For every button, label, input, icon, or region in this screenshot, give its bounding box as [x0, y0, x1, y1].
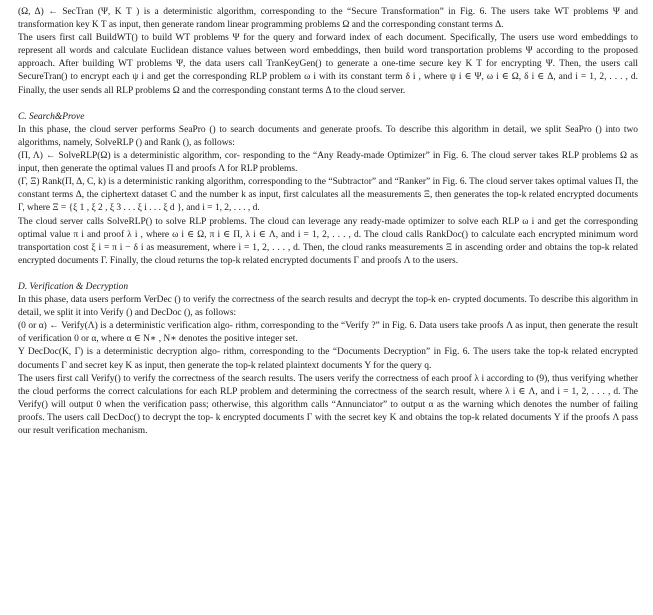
verification-procedure-paragraph: The users first call Verify() to verify the correctness of the search results. The users verify the correctness of each proof λ i according to (9), thus verifying whether the cloud performs the correct calculations for each RLP problem and determining the correctness of the search result, where λ i ∈ Λ, and i = 1, 2, . . . , d. The Verify() will output 0 when the verification pass; otherwise, this algorithm calls “Annunciator” to output α as the warning which denotes the number of failing proofs. The users call DecDoc() to decrypt the top- k encrypted documents Γ with the secret key K and obtains the top-k related documents Y if the proofs Λ pass our result verification mechanism. [18, 373, 638, 436]
section-gap [18, 98, 638, 111]
cloud-server-procedure-paragraph: The cloud server calls SolveRLP() to solve RLP problems. The cloud can leverage any ready-made optimizer to solve each RLP ω i and get the corresponding optimal value π i and proof λ i , where ω i ∈ Ω, π i ∈ Π, λ i ∈ Λ, and i = 1, 2, . . . , d. The cloud calls RankDoc() to calculate each encrypted minimum word transportation cost ξ i = π i − δ i as measurement, where i = 1, 2, . . . , d. Then, the cloud ranks measurements Ξ in ascending order and obtains the top-k related encrypted documents Γ. Finally, the cloud returns the top-k related encrypted documents Γ and proofs Λ to the users. [18, 216, 638, 266]
section-heading-verification-decryption: D. Verification & Decryption [18, 281, 129, 292]
paper-page [18, 6, 638, 438]
verdec-intro-paragraph: In this phase, data users perform VerDec () to verify the correctness of the search results and decrypt the top-k en- crypted documents. To describe this algorithm in detail, we split it into Verify () and DecDoc (), as follows: [18, 295, 638, 319]
verify-definition: (0 or α) ← Verify(Λ) is a deterministic verification algo- rithm, corresponding to the “Verify ?” in Fig. 6. Data users take proofs Λ as input, then generate the result of verification 0 or α, where α ∈ N∗ , N∗ denotes the positive integer set. [18, 321, 638, 345]
solverlp-definition: (Π, Λ) ← SolveRLP(Ω) is a deterministic algorithm, cor- responding to the “Any Ready-made Optimizer” in Fig. 6. The cloud server takes RLP problems Ω as input, then generate the optimal values Π and proofs Λ for RLP problems. [18, 151, 638, 175]
section-gap [18, 268, 638, 281]
secure-transformation-definition: (Ω, Δ) ← SecTran (Ψ, K T ) is a deterministic algorithm, corresponding to the “Secure Transformation” in Fig. 6. The users take WT problems Ψ and transformation key K T as input, then generate random linear programming problems Ω and the corresponding constant terms Δ. [18, 7, 638, 31]
seapro-intro-paragraph: In this phase, the cloud server performs SeaPro () to search documents and generate proofs. To describe this algorithm in detail, we split SeaPro () into two algorithms, namely, SolveRLP () and Rank (), as follows: [18, 124, 638, 148]
decdoc-definition: Y DecDoc(K, Γ) is a deterministic decryption algo- rithm, corresponding to the “Documents Decryption” in Fig. 6. The users take the top-k related encrypted documents Γ and secret key K as input, then generate the top-k related plaintext documents Y for the query q. [18, 347, 638, 371]
section-heading-search-prove: C. Search&Prove [18, 111, 85, 122]
buildwt-description-paragraph: The users first call BuildWT() to build WT problems Ψ for the query and forward index of each document. Specifically, The users use word embeddings to represent all words and calculate Euclidean distance values between word embeddings, then build word transportation problems Ψ according to the proposed approach. After building WT problems Ψ, the data users call TranKeyGen() to generate a one-time secure key K T for encrypting Ψ. Then, the users call SecureTran() to encrypt each ψ i and get the corresponding RLP problem ω i with its constant term δ i , where ψ i ∈ Ψ, ω i ∈ Ω, δ i ∈ Δ, and i = 1, 2, . . . , d. Finally, the user sends all RLP problems Ω and the corresponding constant terms Δ to the cloud server. [18, 33, 638, 96]
rank-definition: (Γ, Ξ) Rank(Π, Δ, C, k) is a deterministic ranking algorithm, corresponding to the “Subtractor” and “Ranker” in Fig. 6. The cloud server takes optimal values Π, the constant terms Δ, the ciphertext dataset C and the number k as input, first calculates all the measurements Ξ, then generates the top-k related encrypted documents Γ, where Ξ = {ξ 1 , ξ 2 , ξ 3 . . . ξ i . . . ξ d }, and i = 1, 2, . . . , d. [18, 177, 638, 214]
